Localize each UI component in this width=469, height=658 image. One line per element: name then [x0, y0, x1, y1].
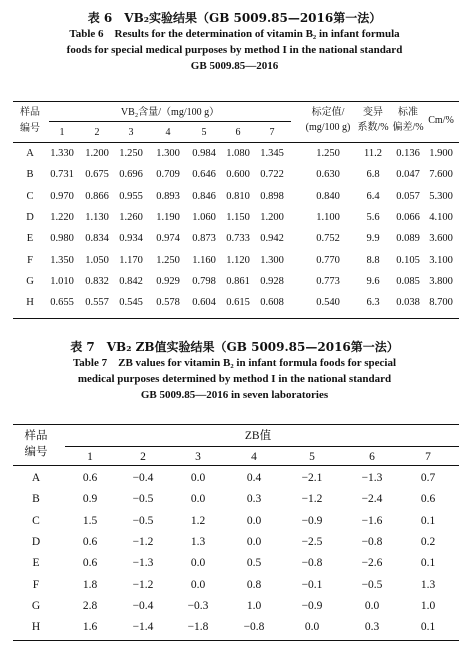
- table6-sd-value: 0.057: [396, 190, 420, 202]
- table6-cell: 1.060: [192, 211, 216, 223]
- table6-lab-column-header: 3: [128, 127, 134, 138]
- table6-cv-value: 5.6: [366, 211, 380, 223]
- table6-cell: 0.846: [192, 190, 216, 202]
- table7-cell: 0.0: [364, 599, 380, 612]
- table6-sd-value: 0.085: [396, 275, 420, 287]
- table7-bottom-rule: [13, 640, 459, 641]
- table6-std-header: 标定值/: [311, 107, 345, 118]
- table6-sample-id: D: [26, 211, 34, 223]
- table6-group-rule: [49, 121, 291, 122]
- table6-cell: 1.010: [50, 275, 74, 287]
- table7-cell: 0.1: [420, 557, 436, 570]
- table6-lab-column-header: 2: [94, 127, 100, 138]
- table7-cell: −1.6: [361, 514, 383, 527]
- table6-cell: 1.120: [226, 254, 250, 266]
- table6-cell: 0.955: [119, 190, 143, 202]
- table7-cell: 0.2: [420, 535, 436, 548]
- table6-cell: 1.345: [260, 148, 284, 159]
- table6-cell: 0.733: [226, 233, 250, 245]
- table6-std-value: 1.100: [316, 211, 340, 223]
- table7-cell: −0.9: [301, 514, 323, 527]
- table6-cell: 0.861: [226, 275, 250, 287]
- table7-lab-column-header: 7: [425, 451, 431, 463]
- table6-cell: 0.557: [85, 297, 109, 309]
- table6-cm-value: 5.300: [429, 190, 453, 202]
- table6-cell: 0.928: [260, 275, 284, 287]
- table6-cm-value: 8.700: [429, 297, 453, 309]
- table7-cell: 0.1: [420, 514, 436, 527]
- table6-caption-en-line3: GB 5009.85—2016: [190, 60, 279, 72]
- table7-cell: 0.0: [190, 557, 206, 570]
- table7-header-rule: [13, 465, 459, 466]
- table7-cell: 0.7: [420, 472, 436, 484]
- table6-std-value: 0.770: [316, 254, 340, 266]
- table7-cell: −0.4: [132, 472, 154, 484]
- table6-cell: 0.545: [119, 297, 143, 309]
- table7-cell: 0.6: [82, 557, 98, 570]
- table6-std-value: 0.630: [316, 169, 340, 181]
- table7-cell: −0.8: [361, 535, 383, 548]
- table6-cell: 0.980: [50, 233, 74, 245]
- table6-cv-value: 6.4: [366, 190, 380, 202]
- table6-cv-value: 6.8: [366, 169, 380, 181]
- table7-cell: 0.5: [246, 557, 262, 570]
- table6-sample-id: H: [26, 297, 34, 309]
- table7-cell: 1.3: [190, 535, 206, 548]
- table6-cell: 1.160: [192, 254, 216, 266]
- table7-cell: 2.8: [82, 599, 98, 612]
- table6-lab-column-header: 6: [235, 127, 241, 138]
- table6-cell: 0.934: [119, 233, 143, 245]
- table6-sample-id: F: [27, 254, 33, 266]
- table6-header-rule: [13, 142, 459, 143]
- table6-sample-id: A: [26, 148, 34, 159]
- table6-cell: 1.250: [156, 254, 180, 266]
- table6-cm-value: 1.900: [429, 148, 453, 159]
- table7-cell: 0.0: [190, 493, 206, 506]
- table6-cell: 0.810: [226, 190, 250, 202]
- table6-cv-value: 9.6: [366, 275, 380, 287]
- table7-caption: [0, 339, 469, 403]
- table7-cell: 0.0: [304, 621, 320, 634]
- table7-cell: 1.5: [82, 514, 98, 527]
- table7-sample-id: A: [31, 472, 41, 484]
- table6-cell: 0.866: [85, 190, 109, 202]
- table6-cell: 0.722: [260, 169, 284, 181]
- table6-cell: 1.350: [50, 254, 74, 266]
- table6-cell: 0.646: [192, 169, 216, 181]
- table6-cm-value: 3.100: [429, 254, 453, 266]
- table6-cm-value: 4.100: [429, 211, 453, 223]
- table7-cell: −2.4: [361, 493, 383, 506]
- table7-cell: 0.6: [82, 472, 98, 484]
- table6-bottom-rule: [13, 318, 459, 319]
- table7-cell: 1.3: [420, 578, 436, 591]
- table6-cv-value: 8.8: [366, 254, 380, 266]
- table7-cell: −0.8: [301, 557, 323, 570]
- table7-cell: 0.0: [190, 578, 206, 591]
- table6-cv-header: 变异: [363, 107, 383, 118]
- table6-cell: 0.798: [192, 275, 216, 287]
- table6-cell: 0.675: [85, 169, 109, 181]
- table6-sd-header: 偏差/%: [392, 122, 424, 133]
- table7-cell: −2.5: [301, 535, 323, 548]
- table6-caption: [0, 10, 469, 74]
- table7-sample-id: E: [32, 557, 40, 570]
- table6-cm-header: Cm/%: [428, 115, 454, 126]
- table6-lab-column-header: 4: [165, 127, 171, 138]
- table7-cell: 0.3: [364, 621, 380, 634]
- table6-cell: 1.260: [119, 211, 143, 223]
- table6-cell: 0.929: [156, 275, 180, 287]
- table6-std-value: 1.250: [316, 148, 340, 159]
- table6-lab-column-header: 7: [269, 127, 275, 138]
- table6-sample-id: G: [26, 275, 34, 287]
- table7-cell: −0.5: [132, 493, 154, 506]
- table6-sd-value: 0.038: [396, 297, 420, 309]
- table6-sample-id: C: [26, 190, 34, 202]
- table7-sample-id: B: [32, 493, 40, 506]
- table6-cm-value: 7.600: [429, 169, 453, 181]
- table6-cell: 0.832: [85, 275, 109, 287]
- table6-cell: 1.220: [50, 211, 74, 223]
- table6-cell: 0.600: [226, 169, 250, 181]
- table6-cv-value: 6.3: [366, 297, 380, 309]
- table6-std-value: 0.540: [316, 297, 340, 309]
- table7-cell: −0.4: [132, 599, 154, 612]
- table7-cell: −2.6: [361, 557, 383, 570]
- table7-cell: 0.1: [420, 621, 436, 634]
- table7-lab-column-header: 3: [195, 451, 201, 463]
- table6-sd-value: 0.066: [396, 211, 420, 223]
- table7-cell: 1.6: [82, 621, 98, 634]
- table7-cell: −1.2: [132, 578, 154, 591]
- table7-sample-id: D: [31, 535, 41, 548]
- table7-sample-id: G: [31, 599, 41, 612]
- table6-cv-header: 系数/%: [357, 122, 389, 133]
- table6-std-value: 0.840: [316, 190, 340, 202]
- table7-cell: 0.4: [246, 472, 262, 484]
- table6-cell: 1.300: [156, 148, 180, 159]
- table7-cell: 0.6: [420, 493, 436, 506]
- table6-sample-header: 编号: [20, 123, 40, 134]
- table6-std-header: (mg/100 g): [305, 122, 351, 133]
- table6-cell: 0.984: [192, 148, 216, 159]
- table7-sample-header: 样品: [24, 430, 48, 442]
- table6-cell: 0.970: [50, 190, 74, 202]
- table6-caption-en-line1: Table 6 Results for the determination of vitamin B₂ in infant formula: [69, 28, 400, 40]
- table7-cell: −0.5: [361, 578, 383, 591]
- table6-cell: 0.655: [50, 297, 74, 309]
- table6-caption-zh: 表 6 VB₂实验结果（GB 5009.85—2016第一法）: [87, 11, 382, 25]
- table7-sample-id: F: [32, 578, 40, 591]
- table7-cell: −1.3: [132, 557, 154, 570]
- table7-lab-column-header: 5: [309, 451, 315, 463]
- table6-caption-en-line2: foods for special medical purposes by method I in the national standard: [66, 44, 403, 56]
- table6-cell: 0.696: [119, 169, 143, 181]
- table6-cv-value: 9.9: [366, 233, 380, 245]
- table7-cell: −1.4: [132, 621, 154, 634]
- table6-cell: 1.050: [85, 254, 109, 266]
- table6-sd-value: 0.047: [396, 169, 420, 181]
- table6-cell: 0.842: [119, 275, 143, 287]
- table6-cell: 0.834: [85, 233, 109, 245]
- table6-cell: 1.250: [119, 148, 143, 159]
- table6-std-value: 0.752: [316, 233, 340, 245]
- table6-sd-value: 0.136: [396, 148, 420, 159]
- table6-cell: 1.200: [260, 211, 284, 223]
- table7-cell: −1.3: [361, 472, 383, 484]
- table6-lab-column-header: 5: [201, 127, 207, 138]
- table7-cell: 1.8: [82, 578, 98, 591]
- table7-cell: 1.0: [246, 599, 262, 612]
- table7-cell: −0.3: [187, 599, 209, 612]
- table6-cm-value: 3.600: [429, 233, 453, 245]
- table7-sample-header: 编号: [24, 446, 48, 458]
- table7-cell: 0.0: [246, 514, 262, 527]
- table7-top-rule: [13, 424, 459, 425]
- table6-group-header: VB₂含量/（mg/100 g）: [120, 107, 220, 118]
- table7-caption-en-line2: medical purposes determined by method I in the national standard: [77, 373, 392, 385]
- table7-cell: −0.9: [301, 599, 323, 612]
- table7-caption-en-line3: GB 5009.85—2016 in seven laboratories: [140, 389, 329, 401]
- table7-caption-en-line1: Table 7 ZB values for vitamin B₂ in infant formula foods for special: [72, 357, 397, 369]
- table7-cell: 0.3: [246, 493, 262, 506]
- table7-lab-column-header: 4: [251, 451, 257, 463]
- table6-cell: 0.873: [192, 233, 216, 245]
- table6-cell: 0.604: [192, 297, 216, 309]
- table7-lab-column-header: 6: [369, 451, 375, 463]
- table7-cell: 0.6: [82, 535, 98, 548]
- table6-sd-value: 0.089: [396, 233, 420, 245]
- table7-caption-zh: 表 7 VB₂ ZB值实验结果（GB 5009.85—2016第一法）: [70, 340, 399, 354]
- table7-cell: 0.0: [246, 535, 262, 548]
- table7-cell: 0.0: [190, 472, 206, 484]
- table6-top-rule: [13, 101, 459, 102]
- table6-cell: 1.190: [156, 211, 180, 223]
- table7-cell: −1.2: [132, 535, 154, 548]
- table6-cm-value: 3.800: [429, 275, 453, 287]
- table6-cell: 0.898: [260, 190, 284, 202]
- table7-cell: −2.1: [301, 472, 323, 484]
- table6-cell: 0.709: [156, 169, 180, 181]
- table7-group-header: ZB值: [244, 430, 272, 442]
- table7-cell: 0.8: [246, 578, 262, 591]
- table6-cell: 1.300: [260, 254, 284, 266]
- table6-cell: 1.330: [50, 148, 74, 159]
- table7-cell: −0.8: [243, 621, 265, 634]
- table7-cell: −1.2: [301, 493, 323, 506]
- table7-lab-column-header: 1: [87, 451, 93, 463]
- table7-cell: −0.5: [132, 514, 154, 527]
- table6-cell: 1.170: [119, 254, 143, 266]
- table6-sample-header: 样品: [20, 107, 40, 118]
- table6-sd-value: 0.105: [396, 254, 420, 266]
- table7-group-rule: [65, 446, 459, 447]
- table7-cell: −1.8: [187, 621, 209, 634]
- table7-cell: −0.1: [301, 578, 323, 591]
- table7-cell: 0.9: [82, 493, 98, 506]
- table6-cell: 1.130: [85, 211, 109, 223]
- table7-cell: 1.2: [190, 514, 206, 527]
- table6-cell: 1.150: [226, 211, 250, 223]
- table7-sample-id: H: [31, 621, 41, 634]
- table6-cell: 0.578: [156, 297, 180, 309]
- table6-cell: 0.893: [156, 190, 180, 202]
- table6-cell: 0.608: [260, 297, 284, 309]
- table6-cell: 0.974: [156, 233, 180, 245]
- table6-cell: 0.731: [50, 169, 74, 181]
- table6-sample-id: B: [26, 169, 34, 181]
- table6-std-value: 0.773: [316, 275, 340, 287]
- table6-sd-header: 标准: [398, 107, 418, 118]
- table6-lab-column-header: 1: [59, 127, 65, 138]
- table6-sample-id: E: [26, 233, 34, 245]
- table6-cv-value: 11.2: [364, 148, 382, 159]
- table7-cell: 1.0: [420, 599, 436, 612]
- table7-sample-id: C: [32, 514, 40, 527]
- table6-cell: 1.200: [85, 148, 109, 159]
- table7-lab-column-header: 2: [140, 451, 146, 463]
- table6-cell: 0.942: [260, 233, 284, 245]
- table6-cell: 1.080: [226, 148, 250, 159]
- table6-cell: 0.615: [226, 297, 250, 309]
